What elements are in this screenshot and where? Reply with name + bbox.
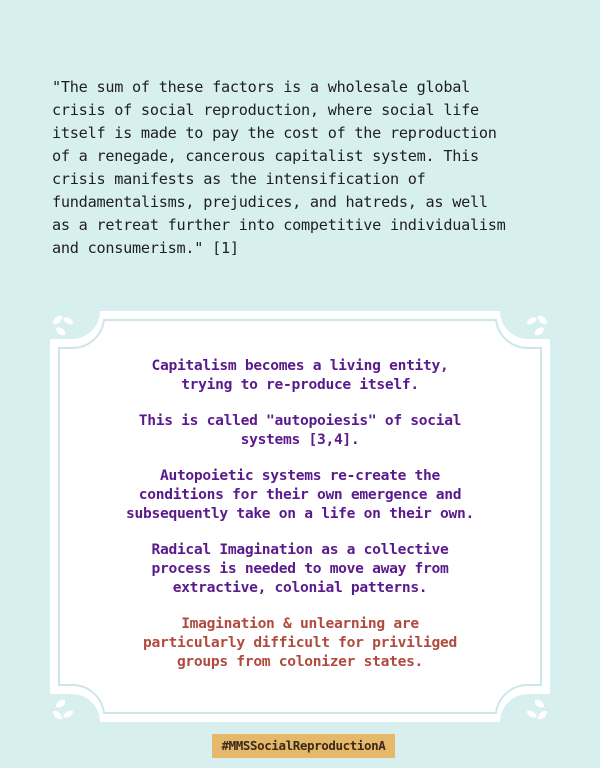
- quote-text: "The sum of these factors is a wholesale global crisis of social reproduction, where social life itself is made to pay the cost of the reproduction of a renegade, cancerous capitalist system. This crisis manifests as the intensification of fundamentalisms, prejudices, and hatreds, as well as a retreat further into competitive individualism and consumerism." [1]: [52, 78, 506, 257]
- card-paragraph-capitalism: Capitalism becomes a living entity, trying to re-produce itself.: [151, 357, 449, 393]
- leaf-ornament-icon: [50, 313, 76, 339]
- leaf-ornament-icon: [50, 696, 76, 722]
- card-text: [88, 356, 512, 688]
- hashtag-badge: #MMSSocialReproductionA: [212, 734, 395, 758]
- leaf-ornament-icon: [524, 313, 550, 339]
- card-paragraph-autopoietic-systems: Autopoietic systems re-create the conditions for their own emergence and subsequently take on a life on their own.: [126, 467, 474, 522]
- card-paragraph-radical-imagination: Radical Imagination as a collective process is needed to move away from extractive, colonial patterns.: [151, 541, 449, 596]
- leaf-ornament-icon: [524, 696, 550, 722]
- card-paragraph-autopoiesis: This is called "autopoiesis" of social systems [3,4].: [138, 412, 462, 448]
- card-paragraph-unlearning: Imagination & unlearning are particularly difficult for priviliged groups from colonizer states.: [143, 615, 457, 670]
